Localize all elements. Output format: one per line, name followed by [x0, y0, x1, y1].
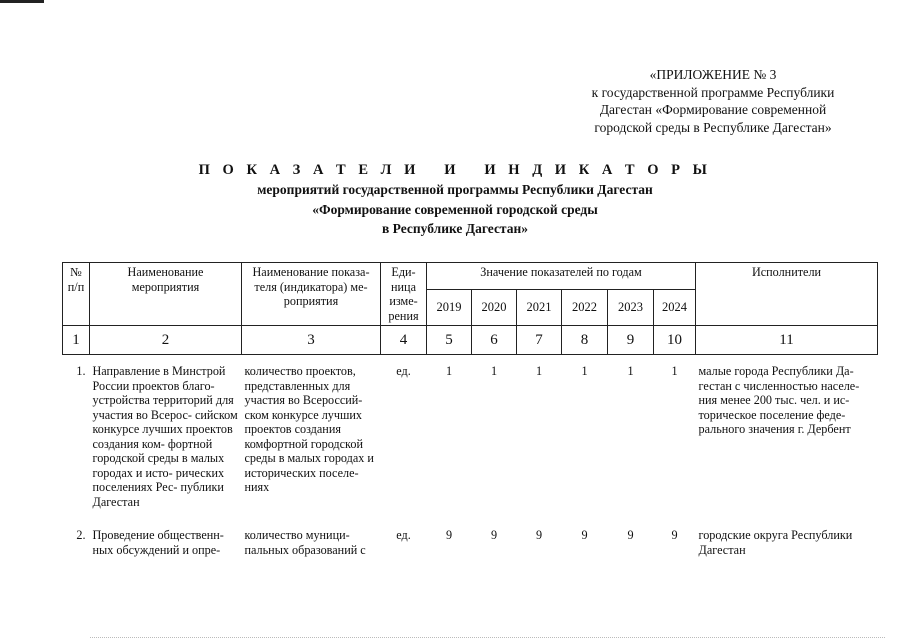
appendix-line: «ПРИЛОЖЕНИЕ № 3 — [649, 67, 777, 82]
table-row — [63, 518, 878, 559]
header-unit: Еди- ница изме- рения — [381, 263, 427, 326]
column-number: 5 — [427, 326, 472, 355]
column-number: 8 — [562, 326, 608, 355]
header-values: Значение показателей по годам — [427, 263, 696, 290]
header-event: Наименование мероприятия — [90, 263, 242, 326]
row-value: 1 — [627, 364, 634, 378]
row-value: 9 — [671, 528, 678, 542]
row-unit: ед. — [396, 528, 411, 542]
column-number: 3 — [242, 326, 381, 355]
document-subtitle-line: «Формирование современной городской среды — [312, 201, 598, 217]
header-num: № п/п — [63, 263, 90, 326]
row-event: Направление в Минстрой России проектов благо- устройства территорий для участия во Всерос- сийском конкурсе лучших проектов создания ком- фортной городской среды в малых городах и исто- рических поселениях Рес- публики Дагестан — [92, 364, 238, 509]
document-subtitle-line: в Республике Дагестан» — [381, 221, 529, 236]
column-number: 7 — [517, 326, 562, 355]
row-value: 9 — [445, 528, 453, 542]
header-year: 2022 — [562, 290, 608, 326]
column-number: 2 — [90, 326, 242, 355]
scan-corner-mark — [0, 0, 44, 3]
column-number: 9 — [608, 326, 654, 355]
appendix-line: к государственной программе Республики — [591, 84, 835, 100]
row-number: 2. — [76, 528, 86, 542]
row-value: 1 — [445, 364, 453, 378]
appendix-line: городской среды в Республике Дагестан» — [594, 119, 832, 135]
appendix-block — [548, 66, 878, 136]
document-title: П О К А З А Т Е Л И И И Н Д И К А Т О Р Ы — [198, 162, 712, 178]
row-unit: ед. — [396, 364, 411, 378]
appendix-line: Дагестан «Формирование современной — [599, 102, 827, 117]
row-value: 9 — [627, 528, 634, 542]
row-value: 1 — [671, 364, 678, 378]
row-executor: малые города Республики Да- гестан с численностью населе- ния менее 200 тыс. чел. и ис- торическое поселение феде- рального значения г. Дербент — [698, 364, 860, 436]
header-year: 2023 — [608, 290, 654, 326]
row-value: 1 — [490, 364, 498, 378]
row-value: 9 — [490, 528, 498, 542]
scan-bottom-artifact — [90, 635, 885, 638]
header-executors: Исполнители — [696, 263, 878, 326]
row-indicator: количество проектов, представленных для участия во Всероссий- ском конкурсе лучших проектов создания комфортной городской среды в малых городах и исторических поселе- ниях — [244, 364, 374, 494]
column-number: 1 — [63, 326, 90, 355]
table-row — [63, 355, 878, 519]
row-number: 1. — [76, 364, 86, 378]
row-event: Проведение общественн- ных обсуждений и опре- — [92, 528, 224, 557]
row-value: 1 — [535, 364, 543, 378]
document-subtitle-line: мероприятий государственной программы Республики Дагестан — [257, 182, 653, 197]
column-number: 11 — [696, 326, 878, 355]
header-year: 2020 — [472, 290, 517, 326]
column-number: 10 — [654, 326, 696, 355]
column-number: 4 — [381, 326, 427, 355]
column-number: 6 — [472, 326, 517, 355]
row-value: 9 — [581, 528, 588, 542]
header-year: 2024 — [654, 290, 696, 326]
indicators-table — [62, 262, 878, 559]
header-year: 2019 — [427, 290, 472, 326]
row-value: 1 — [581, 364, 588, 378]
document-heading — [150, 160, 760, 239]
row-indicator: количество муници- пальных образований с — [244, 528, 366, 557]
header-year: 2021 — [517, 290, 562, 326]
row-executor: городские округа Республики Дагестан — [698, 528, 853, 557]
row-value: 9 — [535, 528, 543, 542]
header-indicator: Наименование показа- теля (индикатора) ме- роприятия — [242, 263, 381, 326]
